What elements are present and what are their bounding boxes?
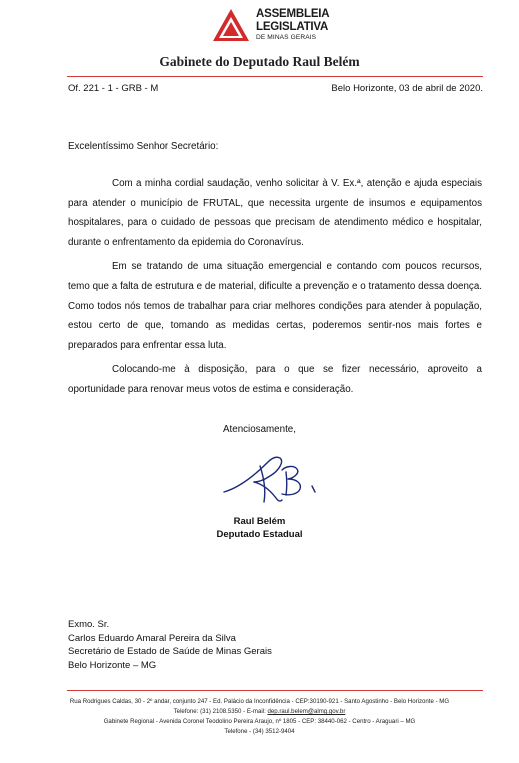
logo-line-3: DE MINAS GERAIS [256, 34, 317, 41]
footer [0, 697, 519, 737]
addressee-line: Secretário de Estado de Saúde de Minas Gerais [68, 646, 272, 657]
footer-line [0, 707, 519, 717]
logo-line-1: ASSEMBLEIA [256, 8, 330, 20]
body-paragraph: Com a minha cordial saudação, venho solicitar à V. Ex.ª, atenção e ajuda especiais para atender o município de FRUTAL, que necessita urgente de insumos e equipamentos hospitalares, para o cuidado de pessoas que precisam de atendimento médico e hospitalar, durante o enfrentamento da epidemia do Coronavírus. [68, 178, 482, 248]
document-reference: Of. 221 - 1 - GRB - M [68, 83, 159, 94]
footer-line: Gabinete Regional - Avenida Coronel Teodolino Pereira Araujo, nº 1805 - CEP: 38440-062 - Centro - Araguari – MG [103, 718, 416, 725]
salutation: Excelentíssimo Senhor Secretário: [68, 141, 219, 152]
addressee-line: Exmo. Sr. [68, 619, 110, 630]
header-rule [67, 76, 483, 77]
footer-line: Telefone - (34) 3512-9404 [224, 728, 295, 735]
footer-rule [67, 690, 483, 691]
footer-line: Rua Rodrigues Caldas, 30 - 2º andar, conjunto 247 - Ed. Palácio da Inconfidência - CEP:30190-921 - Santo Agostinho - Belo Horizonte - MG [69, 698, 450, 705]
signer-title: Deputado Estadual [216, 529, 303, 540]
body-paragraph: Colocando-me à disposição, para o que se fizer necessário, aproveito a oportunidade para renovar meus votos de estima e consideração. [68, 364, 482, 395]
letter-body [68, 174, 482, 405]
footer-email-link[interactable]: dep.raul.belem@almg.gov.br [267, 708, 346, 715]
addressee-line: Carlos Eduardo Amaral Pereira da Silva [68, 632, 236, 644]
document-date: Belo Horizonte, 03 de abril de 2020. [331, 83, 483, 94]
addressee-line: Belo Horizonte – MG [68, 659, 157, 671]
footer-phone: Telefone: (31) 2108.5350 - E-mail: [173, 708, 268, 715]
office-title: Gabinete do Deputado Raul Belém [159, 54, 360, 69]
closing: Atenciosamente, [223, 424, 296, 435]
body-paragraph: Em se tratando de uma situação emergencial e contando com poucos recursos, temo que a falta de estrutura e de material, dificulte a prevenção e o tratamento dessa doença. Como todos nós temos de trabalhar para criar melhores condições para atender à população, estou certo de que, tomando as medidas certas, poderemos sentir-nos mais fortes e preparados para enfrentar essa luta. [68, 261, 482, 351]
addressee-block [68, 618, 272, 672]
assembleia-logo [212, 8, 352, 44]
assembleia-triangle-logo-icon [212, 8, 250, 42]
logo-line-2: LEGISLATIVA [256, 20, 329, 33]
signer-name: Raul Belém [233, 516, 286, 527]
handwritten-signature-icon [220, 448, 340, 513]
